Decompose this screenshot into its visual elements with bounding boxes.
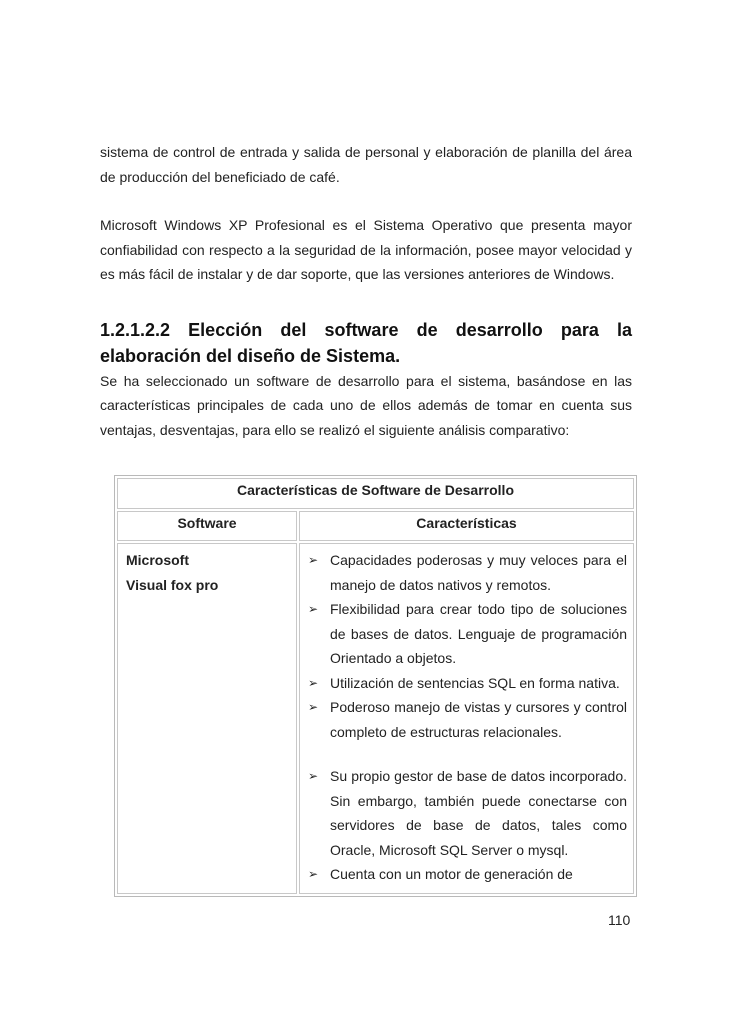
column-header-software: Software	[117, 511, 297, 541]
features-list	[308, 548, 627, 887]
table-caption-row	[117, 478, 634, 509]
page-number: 110	[608, 912, 631, 928]
arrowhead-bullet-icon: ➢	[308, 769, 319, 783]
arrowhead-bullet-icon: ➢	[308, 602, 319, 616]
page-content	[100, 140, 632, 442]
arrowhead-bullet-icon: ➢	[308, 700, 319, 714]
section-intro: Se ha seleccionado un software de desarrollo para el sistema, basándose en las características principales de cada uno de ellos además de tomar en cuenta sus ventajas, desventajas, para ello se realizó el siguiente análisis comparativo:	[100, 372, 632, 438]
feature-text: Su propio gestor de base de datos incorporado. Sin embargo, también puede conectarse con servidores de base de datos, tales como Oracle, Microsoft SQL Server o mysql.	[330, 768, 627, 858]
feature-text: Utilización de sentencias SQL en forma nativa.	[330, 674, 620, 691]
table-header-row	[117, 511, 634, 541]
features-table	[114, 475, 637, 897]
software-name-line: Microsoft	[126, 552, 189, 568]
table-caption: Características de Software de Desarrollo	[117, 478, 634, 509]
body-paragraph: sistema de control de entrada y salida de personal y elaboración de planilla del área de producción del beneficiado de café.	[100, 144, 632, 185]
body-paragraph: Microsoft Windows XP Profesional es el Sistema Operativo que presenta mayor confiabilidad con respecto a la seguridad de la información, posee mayor velocidad y es más fácil de instalar y de dar soporte, que las versiones anteriores de Windows.	[100, 217, 632, 282]
column-header-features: Características	[299, 511, 634, 541]
feature-text: Capacidades poderosas y muy veloces para el manejo de datos nativos y remotos.	[330, 552, 627, 593]
list-item	[308, 548, 627, 597]
table-row	[117, 543, 634, 894]
list-item	[308, 671, 627, 696]
features-cell	[299, 543, 634, 894]
section-heading: 1.2.1.2.2 Elección del software de desarrollo para la elaboración del diseño de Sistema.	[100, 319, 632, 366]
feature-text: Cuenta con un motor de generación de	[330, 866, 573, 882]
arrowhead-bullet-icon: ➢	[308, 867, 319, 881]
arrowhead-bullet-icon: ➢	[308, 675, 319, 690]
list-item	[308, 764, 627, 862]
software-name-cell	[117, 543, 297, 894]
feature-text: Flexibilidad para crear todo tipo de soluciones de bases de datos. Lenguaje de programación Orientado a objetos.	[330, 601, 627, 666]
list-item	[308, 695, 627, 744]
list-item	[308, 862, 627, 887]
arrowhead-bullet-icon: ➢	[308, 553, 319, 567]
feature-text: Poderoso manejo de vistas y cursores y control completo de estructuras relacionales.	[330, 699, 627, 740]
list-item	[308, 597, 627, 671]
software-name-line: Visual fox pro	[126, 576, 219, 593]
